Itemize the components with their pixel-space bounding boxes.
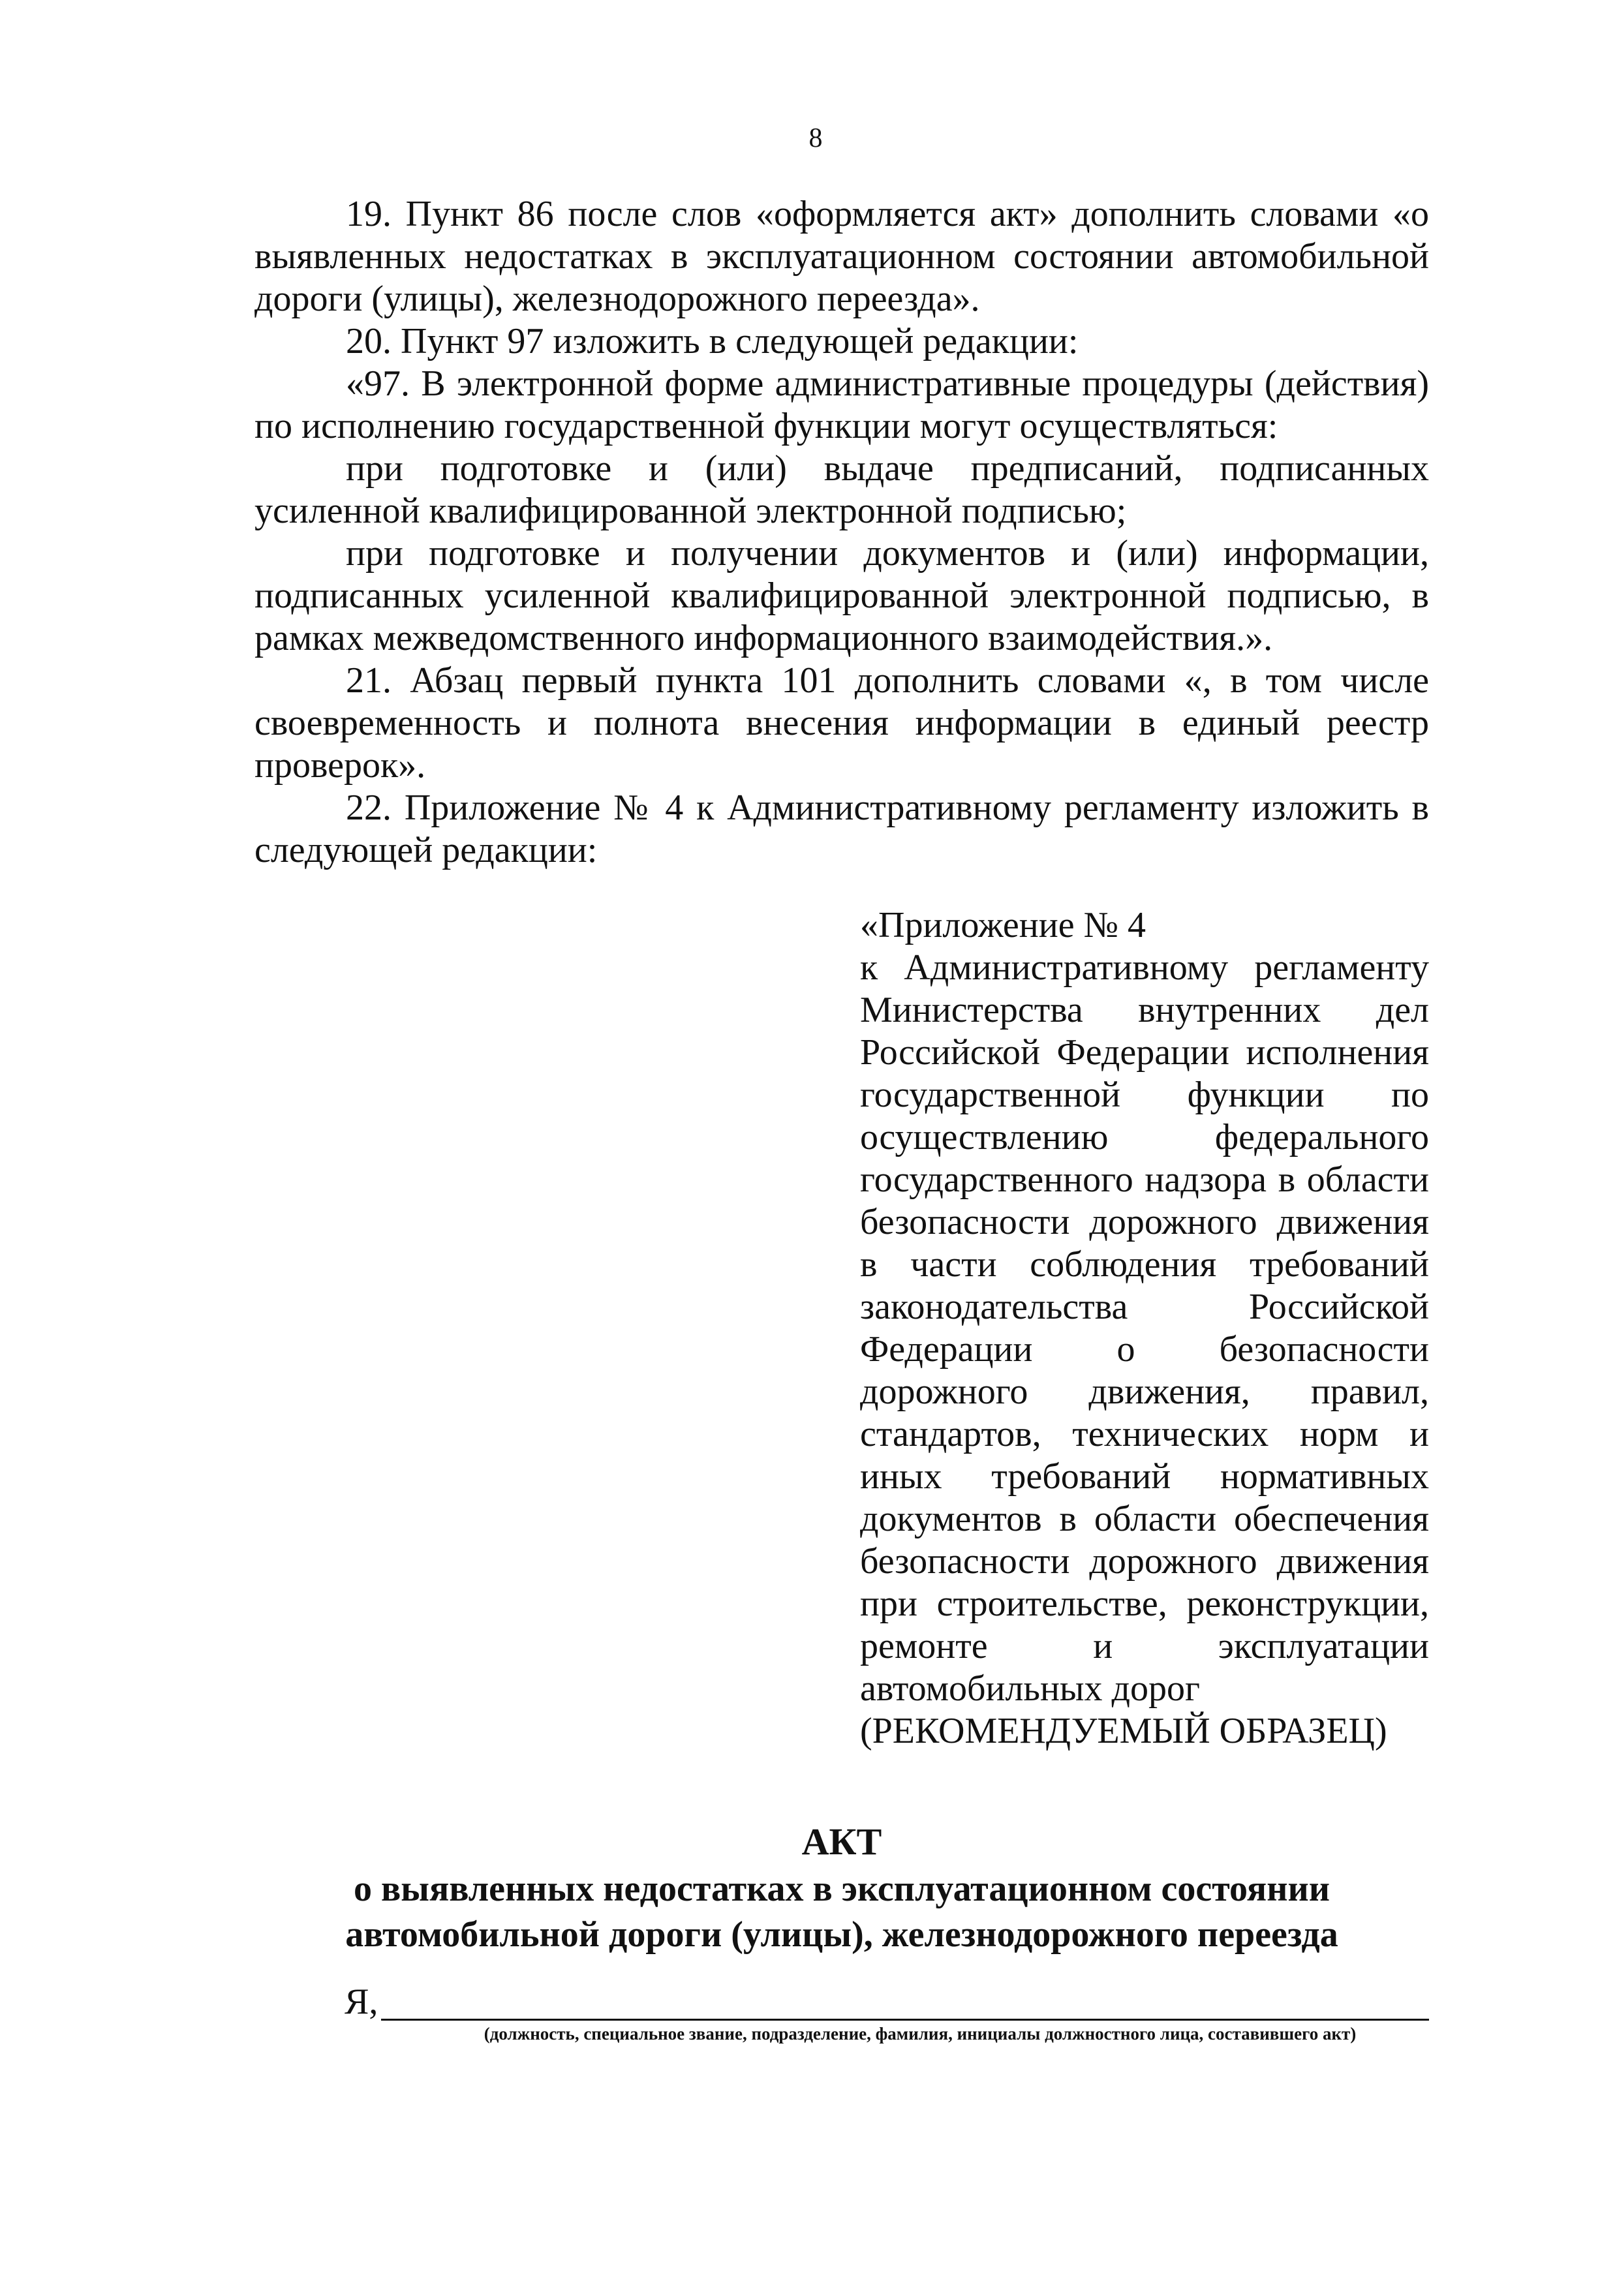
act-subtitle-line-2: автомобильной дороги (улицы), железнодорожного переезда — [345, 1914, 1338, 1955]
paragraph-97-item-2: при подготовке и получении документов и (или) информации, подписанных усиленной квалифицированной электронной подписью, в рамках межведомственного информационного взаимодействия.». — [254, 533, 1429, 658]
act-title-block — [254, 1819, 1429, 1957]
signer-label: Я, — [345, 1982, 378, 2022]
appendix-header — [860, 904, 1429, 1753]
appendix-body: к Административному регламенту Министерства внутренних дел Российской Федерации исполнения государственной функции по осуществлению федерального государственного надзора в области безопасности дорожного движения в части соблюдения требований законодательства Российской Федерации о безопасности дорожного движения, правил, стандартов, технических норм и иных требований нормативных документов в области обеспечения безопасности дорожного движения при строительстве, реконструкции, ремонте и эксплуатации автомобильных дорог — [860, 947, 1429, 1709]
paragraph-22: 22. Приложение № 4 к Административному регламенту изложить в следующей редакции: — [254, 788, 1429, 870]
act-subtitle-line-1: о выявленных недостатках в эксплуатационном состоянии — [353, 1869, 1330, 1909]
paragraph-19: 19. Пункт 86 после слов «оформляется акт» дополнить словами «о выявленных недостатках в эксплуатационном состоянии автомобильной дороги (улицы), железнодорожного переезда». — [254, 194, 1429, 319]
amendments-text — [254, 193, 1429, 872]
paragraph-20: 20. Пункт 97 изложить в следующей редакции: — [346, 321, 1079, 361]
appendix-note: (РЕКОМЕНДУЕМЫЙ ОБРАЗЕЦ) — [860, 1711, 1387, 1751]
signer-blank-rule — [381, 2019, 1429, 2021]
paragraph-21: 21. Абзац первый пункта 101 дополнить словами «, в том числе своевременность и полнота внесения информации в единый реестр проверок». — [254, 660, 1429, 786]
page-number: 8 — [808, 123, 823, 153]
appendix-heading: «Приложение № 4 — [860, 905, 1146, 945]
signer-line — [345, 1981, 1429, 2027]
paragraph-97-intro: «97. В электронной форме административные процедуры (действия) по исполнению государственной функции могут осуществляться: — [254, 363, 1429, 446]
signer-caption: (должность, специальное звание, подразделение, фамилия, инициалы должностного лица, составившего акт) — [484, 2024, 1357, 2043]
act-title: АКТ — [801, 1820, 882, 1863]
paragraph-97-item-1: при подготовке и (или) выдаче предписаний, подписанных усиленной квалифицированной электронной подписью; — [254, 448, 1429, 531]
